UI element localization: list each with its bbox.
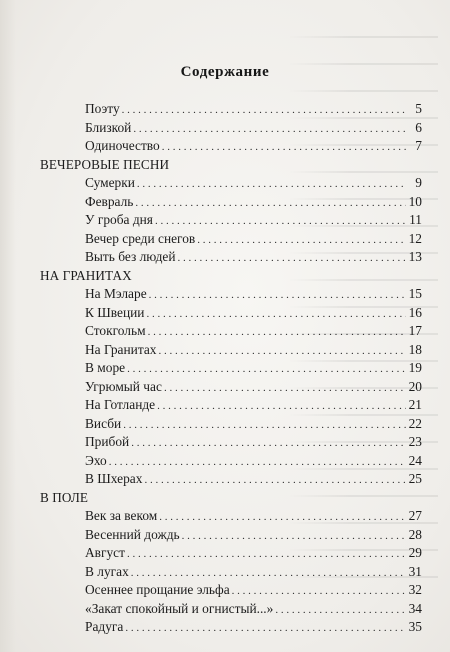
toc-entry-title: В лугах <box>85 563 129 579</box>
toc-entry-title: Близкой <box>85 119 132 135</box>
toc-leader-dots <box>162 138 406 157</box>
toc-entry-title: У гроба дня <box>85 212 153 227</box>
toc-leader-dots <box>133 120 406 139</box>
toc-entry <box>0 544 422 563</box>
toc-leader-dots <box>178 249 406 268</box>
toc-page-number: 18 <box>408 341 422 357</box>
toc-entry <box>0 285 422 304</box>
toc-entry-title: Поэту <box>85 101 120 116</box>
toc-page-number: 9 <box>415 175 422 190</box>
toc-entry <box>0 581 422 600</box>
toc-page-number: 27 <box>408 508 422 523</box>
toc-page-number: 19 <box>408 360 422 375</box>
toc-entry-title: Осеннее прощание эльфа <box>85 582 230 597</box>
toc-section-heading: В ПОЛЕ <box>40 489 89 505</box>
toc-leader-dots <box>131 564 406 583</box>
toc-entry <box>0 600 422 619</box>
toc-page-number: 29 <box>408 545 422 560</box>
toc-entry-title: Вечер среди снегов <box>85 230 196 246</box>
toc-entry-title: Сумерки <box>85 175 135 190</box>
toc-entry <box>0 378 422 397</box>
toc-leader-dots <box>123 416 406 435</box>
toc-entry <box>0 193 422 212</box>
toc-leader-dots <box>109 453 406 472</box>
toc-entry-title: К Швеции <box>85 304 145 320</box>
toc-page-number: 34 <box>408 600 422 616</box>
toc-page-number: 13 <box>408 249 422 264</box>
toc-entry <box>0 359 422 378</box>
toc-leader-dots <box>127 360 406 379</box>
toc-leader-dots <box>144 471 406 490</box>
toc-entry-title: Эхо <box>85 452 107 468</box>
toc-entry-title: Август <box>85 545 125 560</box>
toc-page-number: 22 <box>408 415 422 431</box>
toc-page-number: 17 <box>408 323 422 338</box>
toc-leader-dots <box>137 175 406 194</box>
toc-entry-title: На Гранитах <box>85 341 157 357</box>
toc-entry <box>0 526 422 545</box>
toc-entry-title: Весенний дождь <box>85 526 180 542</box>
toc-page-number: 25 <box>408 471 422 486</box>
toc-page-number: 7 <box>415 138 422 153</box>
toc-entry-title: На Готланде <box>85 397 156 412</box>
toc-entry <box>0 137 422 156</box>
toc-entry <box>0 304 422 323</box>
page-title: Содержание <box>180 64 270 80</box>
toc-entry <box>0 100 422 119</box>
toc-page-number: 35 <box>408 619 422 634</box>
toc-entry-title: Радуга <box>85 619 124 634</box>
toc-entry-title: Одиночество <box>85 138 160 153</box>
toc-entry <box>0 119 422 138</box>
toc-entry <box>0 248 422 267</box>
toc-page-number: 31 <box>408 563 422 579</box>
toc-entry-title: Угрюмый час <box>85 378 162 394</box>
toc-leader-dots <box>135 194 406 213</box>
toc-page-number: 21 <box>408 397 422 412</box>
toc-section-heading: ВЕЧЕРОВЫЕ ПЕСНИ <box>40 156 170 172</box>
toc-entry-title: Век за веком <box>85 508 158 523</box>
toc-page-number: 20 <box>408 378 422 394</box>
toc-leader-dots <box>159 508 406 527</box>
toc-entry <box>0 211 422 230</box>
toc-entry-title: Прибой <box>85 434 130 449</box>
toc-entry <box>0 452 422 471</box>
toc-leader-dots <box>232 582 406 601</box>
toc-leader-dots <box>164 379 406 398</box>
toc-leader-dots <box>158 342 406 361</box>
toc-leader-dots <box>197 231 406 250</box>
toc-leader-dots <box>182 527 406 546</box>
toc-entry <box>0 230 422 249</box>
toc-entry <box>0 174 422 193</box>
toc-leader-dots <box>275 601 406 620</box>
toc-page-number: 10 <box>408 193 422 209</box>
toc-entry-title: Февраль <box>85 193 134 209</box>
toc-leader-dots <box>131 434 406 453</box>
toc-page-number: 28 <box>408 526 422 542</box>
toc-leader-dots <box>146 305 406 324</box>
toc-entry <box>0 322 422 341</box>
toc-entry <box>0 415 422 434</box>
toc-page-number: 16 <box>408 304 422 320</box>
toc-page-number: 23 <box>408 434 422 449</box>
toc-leader-dots <box>157 397 406 416</box>
toc-entry <box>0 396 422 415</box>
toc-leader-dots <box>149 286 406 305</box>
toc-section-heading: НА ГРАНИТАХ <box>40 267 132 283</box>
toc-entry <box>0 433 422 452</box>
toc-entry <box>0 618 422 637</box>
toc-entry <box>0 507 422 526</box>
toc-entry-title: Выть без людей <box>85 249 176 264</box>
toc-leader-dots <box>127 545 406 564</box>
toc-entry <box>0 341 422 360</box>
toc-entry-title: «Закат спокойный и огнистый...» <box>85 600 274 616</box>
toc-page-number: 12 <box>408 230 422 246</box>
toc-entry-title: Висби <box>85 415 122 431</box>
toc-leader-dots <box>122 101 406 120</box>
toc-entry-title: Стокгольм <box>85 323 146 338</box>
table-of-contents <box>0 100 450 637</box>
toc-page-number: 6 <box>415 119 422 135</box>
toc-entry <box>0 470 422 489</box>
toc-leader-dots <box>155 212 406 231</box>
toc-page-number: 32 <box>408 582 422 597</box>
toc-leader-dots <box>125 619 406 638</box>
toc-page-number: 24 <box>408 452 422 468</box>
toc-page-number: 15 <box>408 286 422 301</box>
toc-leader-dots <box>148 323 406 342</box>
toc-page-number: 11 <box>409 212 422 227</box>
toc-page-number: 5 <box>415 101 422 116</box>
toc-entry-title: В море <box>85 360 126 375</box>
toc-entry-title: На Мэларе <box>85 286 147 301</box>
toc-entry-title: В Шхерах <box>85 471 143 486</box>
toc-entry <box>0 563 422 582</box>
